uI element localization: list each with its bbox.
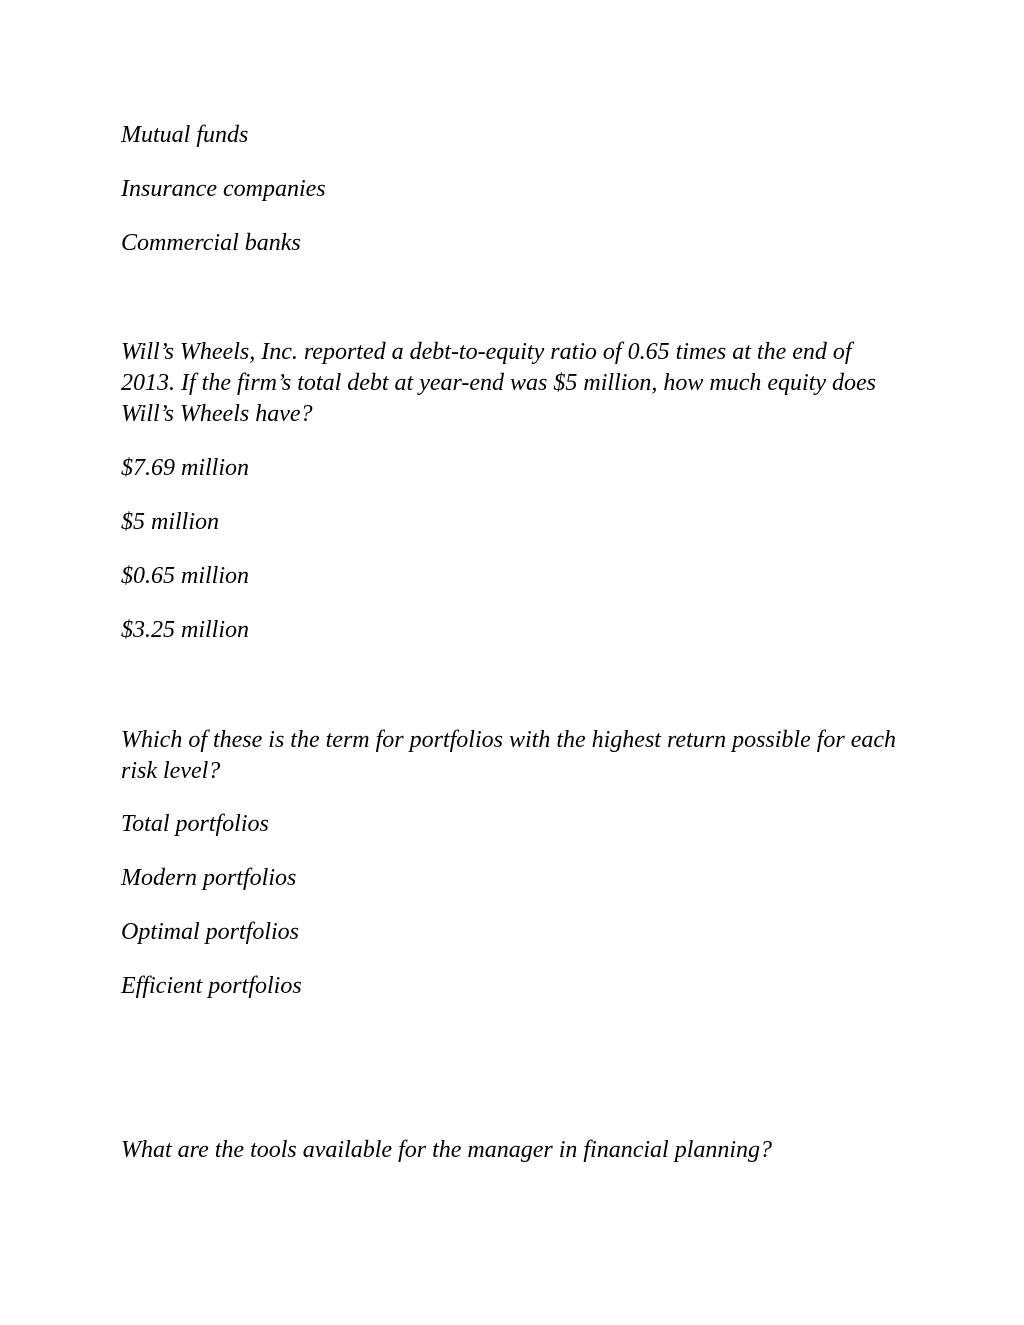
question-debt-to-equity: Will’s Wheels, Inc. reported a debt-to-equity ratio of 0.65 times at the end of 2013. If the firm’s total debt at year-end was $5 million, how much equity does Will’s Wheels have? [121, 339, 877, 427]
option-3-25-million: $3.25 million [121, 617, 250, 643]
option-modern-portfolios: Modern portfolios [121, 865, 297, 891]
option-insurance-companies: Insurance companies [121, 176, 326, 202]
question-financial-planning-tools: What are the tools available for the manager in financial planning? [121, 1137, 773, 1163]
question-portfolio-term: Which of these is the term for portfolios with the highest return possible for each risk level? [121, 727, 897, 784]
option-0-65-million: $0.65 million [121, 563, 250, 589]
option-efficient-portfolios: Efficient portfolios [121, 973, 302, 999]
option-mutual-funds: Mutual funds [121, 122, 249, 148]
option-commercial-banks: Commercial banks [121, 230, 301, 256]
option-optimal-portfolios: Optimal portfolios [121, 919, 300, 945]
option-7-69-million: $7.69 million [121, 455, 250, 481]
option-5-million: $5 million [121, 509, 220, 535]
option-total-portfolios: Total portfolios [121, 811, 269, 837]
